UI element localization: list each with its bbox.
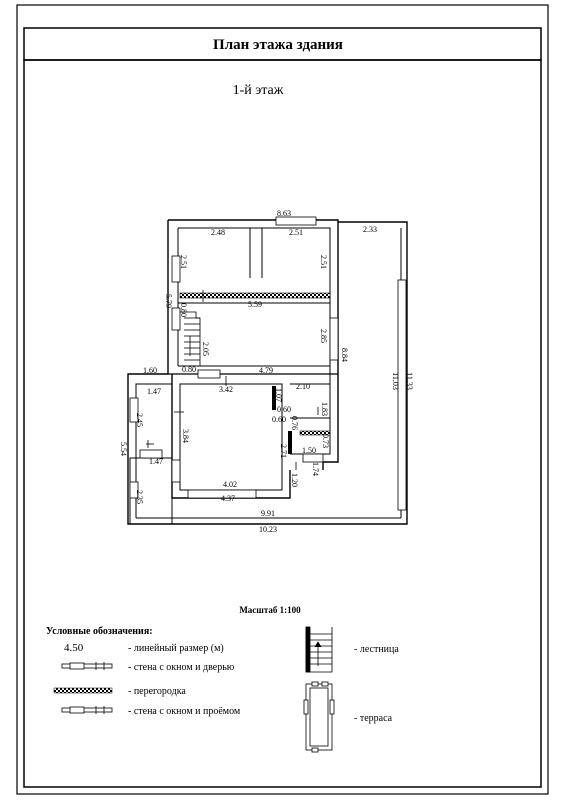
dim-label: 0.73 bbox=[321, 434, 330, 448]
dim-label: 1.47 bbox=[149, 457, 163, 466]
partition-upper bbox=[180, 293, 330, 298]
window-lower-left bbox=[172, 460, 180, 482]
dim-label: 5.79 bbox=[164, 294, 173, 308]
window-bath bbox=[303, 454, 323, 462]
dim-label: 0.80 bbox=[182, 365, 196, 374]
scale-label: Масштаб 1:100 bbox=[239, 605, 301, 615]
partition-icon bbox=[54, 688, 112, 693]
dim-label: 4.37 bbox=[221, 494, 235, 503]
dim-label: 3.84 bbox=[181, 429, 190, 443]
window-mid-bottom bbox=[198, 370, 220, 378]
page-title: План этажа здания bbox=[213, 37, 343, 53]
dim-label: 5.59 bbox=[248, 300, 262, 309]
lower-inner bbox=[180, 384, 282, 490]
stairs-legend-icon bbox=[306, 627, 332, 672]
window-left-1 bbox=[172, 256, 180, 282]
dim-label: 1.74 bbox=[311, 462, 320, 476]
legend-terrace: - терраса bbox=[354, 713, 393, 724]
dim-label: 0.80 bbox=[179, 303, 188, 317]
dim-label: 2.71 bbox=[279, 444, 288, 458]
dim-label: 11.33 bbox=[405, 372, 414, 390]
legend-wall-window-opening: - стена с окном и проёмом bbox=[128, 706, 241, 717]
wall-window-door-icon bbox=[62, 662, 112, 670]
dim-label: 1.47 bbox=[147, 387, 161, 396]
legend bbox=[46, 626, 399, 752]
dim-label: 2.05 bbox=[201, 342, 210, 356]
dim-label: 0.60 bbox=[277, 405, 291, 414]
wall-window-opening-icon bbox=[62, 706, 112, 714]
dim-label: 2.48 bbox=[211, 228, 225, 237]
legend-stairs: - лестница bbox=[354, 644, 399, 655]
dim-label: 2.85 bbox=[319, 329, 328, 343]
dim-label: 1.60 bbox=[143, 366, 157, 375]
terrace-legend-icon bbox=[304, 682, 334, 752]
dim-label: 2.10 bbox=[296, 382, 310, 391]
dim-label: 1.50 bbox=[302, 446, 316, 455]
dim-label: 11.03 bbox=[391, 372, 400, 390]
dim-label: 2.45 bbox=[135, 413, 144, 427]
dim-label: 3.42 bbox=[219, 385, 233, 394]
dim-label: 1.20 bbox=[290, 473, 299, 487]
dim-label: 9.91 bbox=[261, 509, 275, 518]
dim-label: 10.23 bbox=[259, 525, 277, 534]
dim-label: 5.54 bbox=[119, 442, 128, 456]
dim-label: 0.60 bbox=[272, 415, 286, 424]
legend-wall-window-door: - стена с окном и дверью bbox=[128, 662, 235, 673]
floor-label: 1-й этаж bbox=[232, 83, 284, 98]
legend-partition: - перегородка bbox=[128, 686, 186, 697]
legend-dimension-sample: 4.50 bbox=[64, 642, 84, 654]
legend-dimension-text: - линейный размер (м) bbox=[128, 643, 224, 654]
stairs-icon bbox=[180, 312, 200, 366]
dim-label: 4.02 bbox=[223, 480, 237, 489]
window-left-2 bbox=[172, 308, 180, 330]
dim-label: 1.07 bbox=[274, 388, 283, 402]
dim-label: 1.83 bbox=[320, 402, 329, 416]
dim-label: 2.51 bbox=[319, 255, 328, 269]
dim-label: 2.33 bbox=[363, 225, 377, 234]
dim-label: 2.35 bbox=[135, 490, 144, 504]
dim-label: 2.51 bbox=[179, 255, 188, 269]
window-top bbox=[276, 217, 316, 225]
dim-label: 8.84 bbox=[340, 348, 349, 362]
window-terrace-right bbox=[398, 280, 406, 510]
dim-label: 2.51 bbox=[289, 228, 303, 237]
legend-title: Условные обозначения: bbox=[46, 626, 153, 637]
dim-label: 4.79 bbox=[259, 366, 273, 375]
inner-wall-upper bbox=[178, 228, 330, 454]
dim-label: 0.76 bbox=[290, 416, 299, 430]
window-right-1 bbox=[330, 318, 338, 360]
dim-label: 8.63 bbox=[277, 209, 291, 218]
